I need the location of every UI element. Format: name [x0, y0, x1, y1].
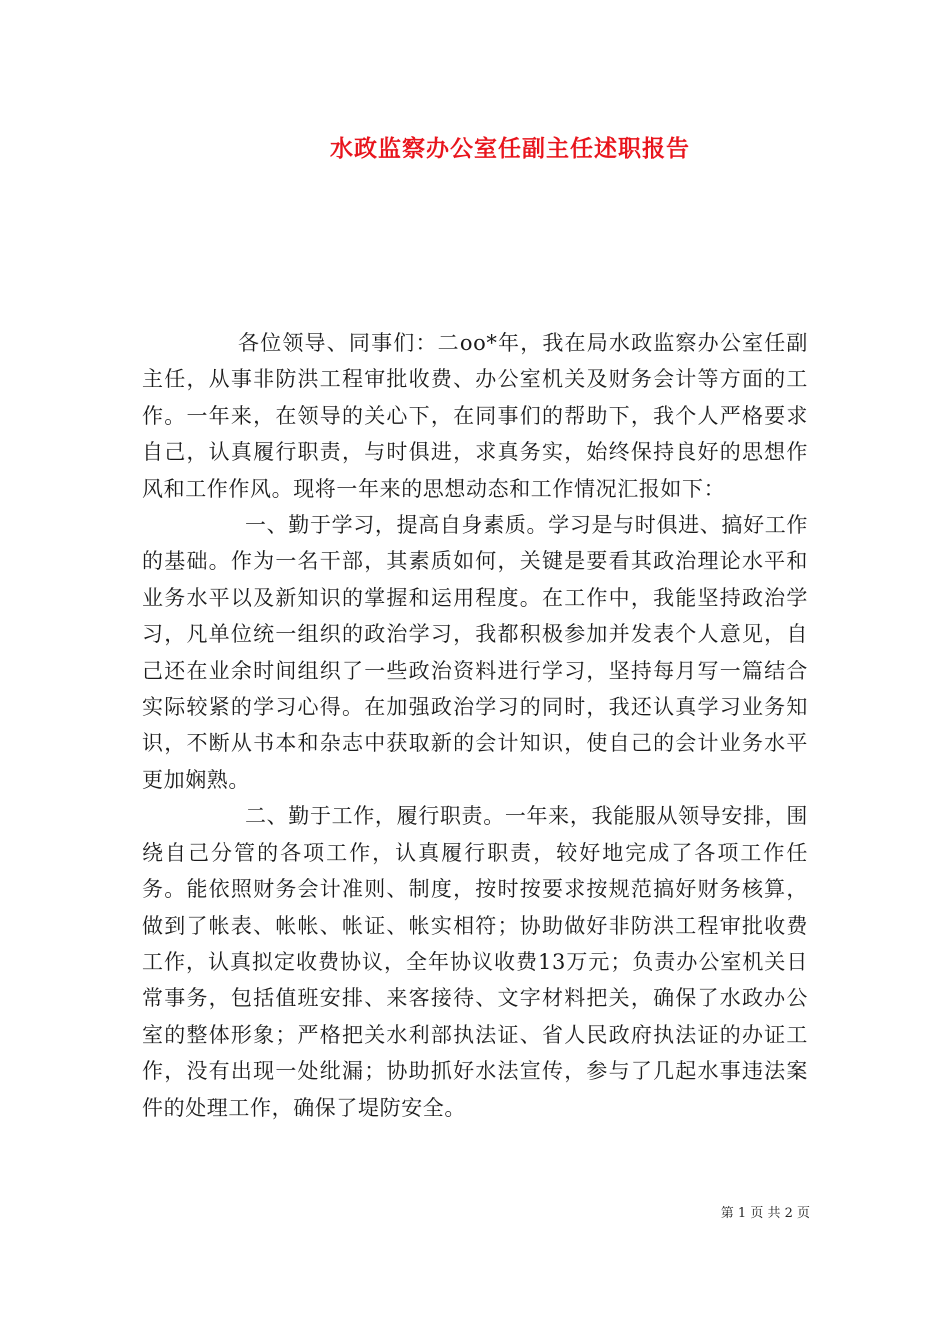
paragraph-study: 一、勤于学习，提高自身素质。学习是与时俱进、搞好工作的基础。作为一名干部，其素质如何，关键是要看其政治理论水平和业务水平以及新知识的掌握和运用程度。在工作中，我能坚持政治学习，凡单位统一组织的政治学习，我都积极参加并发表个人意见，自己还在业余时间组织了一些政治资料进行学习，坚持每月写一篇结合实际较紧的学习心得。在加强政治学习的同时，我还认真学习业务知识，不断从书本和杂志中获取新的会计知识，使自己的会计业务水平更加娴熟。	[142, 513, 808, 792]
document-body	[142, 325, 808, 1126]
paragraph-work: 二、勤于工作，履行职责。一年来，我能服从领导安排，围绕自己分管的各项工作，认真履行职责，较好地完成了各项工作任务。能依照财务会计准则、制度，按时按要求按规范搞好财务核算，做到了帐表、帐帐、帐证、帐实相符；协助做好非防洪工程审批收费工作，认真拟定收费协议，全年协议收费13万元；负责办公室机关日常事务，包括值班安排、来客接待、文字材料把关，确保了水政办公室的整体形象；严格把关水利部执法证、省人民政府执法证的办证工作，没有出现一处纰漏；协助抓好水法宣传，参与了几起水事违法案件的处理工作，确保了堤防安全。	[142, 804, 808, 1120]
document-title: 水政监察办公室任副主任述职报告	[330, 135, 690, 162]
paragraph-intro: 各位领导、同事们：二oo*年，我在局水政监察办公室任副主任，从事非防洪工程审批收费、办公室机关及财务会计等方面的工作。一年来，在领导的关心下，在同事们的帮助下，我个人严格要求自己，认真履行职责，与时俱进，求真务实，始终保持良好的思想作风和工作作风。现将一年来的思想动态和工作情况汇报如下：	[142, 331, 808, 501]
page-number-footer: 第 1 页 共 2 页	[720, 1206, 810, 1221]
